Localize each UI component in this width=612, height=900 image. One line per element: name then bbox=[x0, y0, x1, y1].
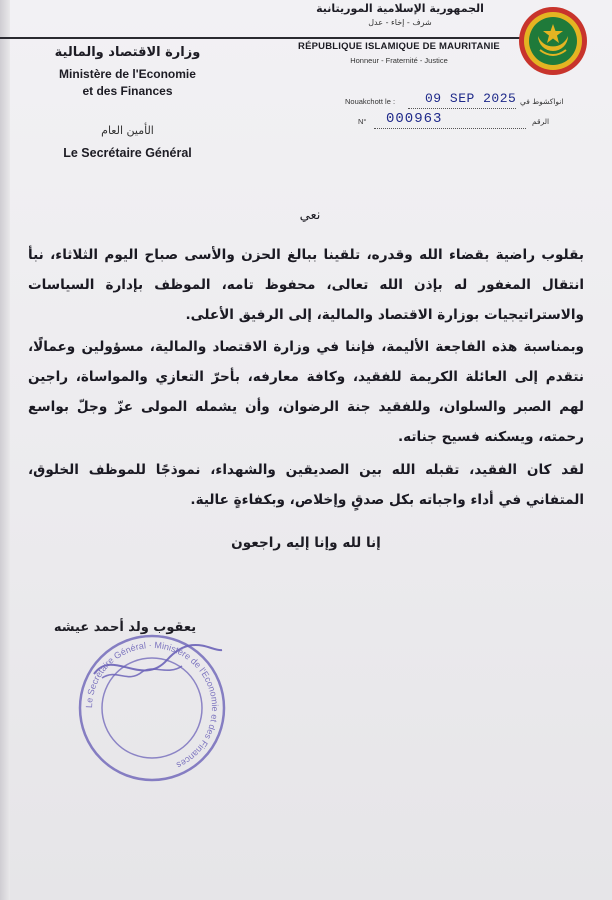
number-line bbox=[374, 128, 526, 129]
secretary-general-arabic: الأمين العام bbox=[101, 124, 154, 137]
date-value: 09 SEP 2025 bbox=[425, 91, 517, 106]
motto-arabic: شرف - إخاء - عدل bbox=[368, 18, 432, 27]
stamp-ring-text: Le Secrétaire Général · Ministère de l'Economie et des Finances bbox=[83, 639, 221, 771]
paragraph-1: بقلوب راضية بقضاء الله وقدره، تلقينا ببالغ الحزن والأسى صباح اليوم الثلاثاء، نبأ انتقال المغفور له بإذن الله تعالى، محفوظ تامه، الموظف بإدارة السياسات والاستراتيجيات بوزارة الاقتصاد والمالية، إلى الرفيق الأعلى. bbox=[28, 247, 584, 323]
closing-phrase: إنا لله وإنا إليه راجعون bbox=[231, 535, 381, 551]
signer-name: يعقوب ولد أحمد عيشه bbox=[53, 620, 197, 635]
country-name-french: RÉPUBLIQUE ISLAMIQUE DE MAURITANIE bbox=[298, 41, 500, 52]
date-label-arabic: انواكشوط في bbox=[520, 97, 564, 106]
svg-text:Le Secrétaire Général · Minist bbox=[84, 640, 220, 771]
page-shadow-edge bbox=[0, 0, 10, 900]
number-label-french: N° bbox=[358, 117, 367, 126]
mauritania-emblem-icon bbox=[518, 6, 588, 76]
secretary-general-french: Le Secrétaire Général bbox=[63, 146, 192, 160]
date-label-french: Nouakchott le : bbox=[345, 97, 396, 106]
ministry-name-arabic: وزارة الاقتصاد والمالية bbox=[54, 45, 201, 60]
motto-french: Honneur - Fraternité - Justice bbox=[350, 56, 448, 65]
header-rule bbox=[0, 37, 520, 39]
country-name-arabic: الجمهورية الإسلامية الموريتانية bbox=[316, 2, 484, 15]
official-stamp-icon bbox=[72, 628, 232, 788]
reference-number-value: 000963 bbox=[386, 111, 443, 127]
document-title: نعي bbox=[299, 208, 321, 223]
ministry-name-french-line1: Ministère de l'Economie bbox=[59, 67, 196, 81]
ministry-name-french-line2: et des Finances bbox=[82, 84, 173, 98]
paragraph-2: وبمناسبة هذه الفاجعة الأليمة، فإننا في وزارة الاقتصاد والمالية، مسؤولين وعمالًا، نتقدم إلى العائلة الكريمة للفقيد، وكافة معارفه، بأحرّ التعازي والمواساة، راجين لهم الصبر والسلوان، وللفقيد جنة الرضوان، وأن يشمله المولى عزّ وجلّ بواسع رحمته، ويسكنه فسيح جناته. bbox=[28, 339, 584, 445]
paragraph-3: لقد كان الفقيد، تقبله الله بين الصديقين والشهداء، نموذجًا للموظف الخلوق، المتفاني في أداء واجباته بكل صدقٍ وإخلاص، وبكفاءةٍ عالية. bbox=[28, 462, 584, 508]
number-label-arabic: الرقم bbox=[532, 117, 550, 126]
date-line bbox=[408, 108, 516, 109]
